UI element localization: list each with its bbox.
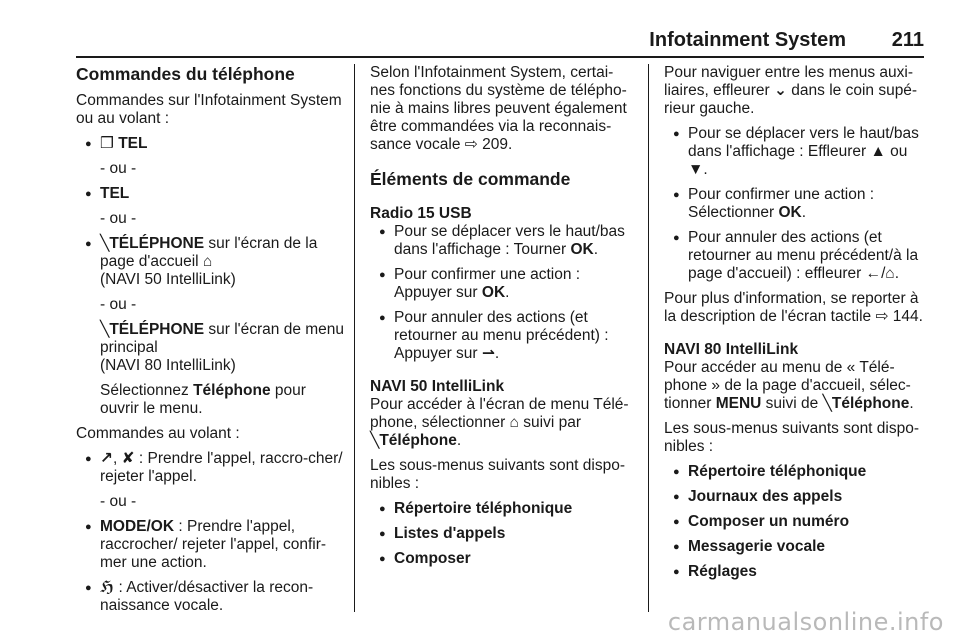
list-item: ● Composer un numéro (664, 513, 926, 531)
steering-wheel-icon: ❒ (100, 135, 114, 152)
section-title: Infotainment System (649, 29, 846, 51)
back-icon: ← (865, 265, 882, 282)
list-item: ● ↗, ✘ : Prendre l'appel, raccro-cher/ rejeter l'appel. (76, 450, 346, 486)
home-icon: ⌂ (202, 253, 213, 270)
heading-control-elements: Éléments de commande (370, 169, 571, 189)
column-2 (370, 64, 632, 575)
list-item: ● Journaux des appels (664, 488, 926, 506)
back-arrow-icon: ⇀ (481, 345, 495, 362)
list-item: ● Pour se déplacer vers le haut/bas dans l'affichage : Tourner OK. (370, 223, 632, 259)
radio-title: Radio 15 USB (370, 205, 472, 222)
navi50-title: NAVI 50 IntelliLink (370, 378, 505, 395)
phone-icon: ╲ (822, 395, 832, 412)
voice-intro: Selon l'Infotainment System, certai-nes fonctions du système de télépho-nie à mains libres peuvent également être commandées via la reconnais-sance vocale ⇨ 209. (370, 64, 627, 153)
phone-icon: ╲ (100, 321, 110, 338)
page-number: 211 (891, 29, 924, 51)
column-divider (354, 64, 355, 612)
or-text: - ou - (100, 210, 137, 227)
home-icon: ⌂ (509, 414, 519, 431)
list-item: ● Listes d'appels (370, 525, 632, 543)
intro-text: Commandes sur l'Infotainment System ou au volant : (76, 92, 342, 127)
list-item: ● Composer (370, 550, 632, 568)
page-header (76, 26, 924, 58)
phone-icon: ╲ (100, 235, 110, 252)
list-item: ● Pour confirmer une action : Sélectionner OK. (664, 186, 926, 222)
list-item: ● ℌ : Activer/désactiver la recon-naissance vocale. (76, 579, 346, 615)
list-item: ● Messagerie vocale (664, 538, 926, 556)
voice-icon: ℌ (100, 579, 115, 596)
navigate-text: Pour naviguer entre les menus auxi-liaires, effleurer ⌄ dans le coin supé-rieur gauche. (664, 64, 918, 117)
submenus-text: Les sous-menus suivants sont dispo-nibles : (370, 457, 626, 492)
column-divider (648, 64, 649, 612)
reference-arrow-icon: ⇨ (464, 136, 478, 153)
list-item: ● MODE/OK : Prendre l'appel, raccrocher/ rejeter l'appel, confir-mer une action. (76, 518, 346, 572)
list-item: ● ╲TÉLÉPHONE sur l'écran de la page d'accueil ⌂ (NAVI 50 IntelliLink) (76, 235, 346, 289)
list-item: ● Pour annuler des actions (et retourner au menu précédent) : Appuyer sur ⇀. (370, 309, 632, 363)
column-3 (664, 64, 926, 588)
navi50-text: Pour accéder à l'écran de menu Télé-phone, sélectionner ⌂ suivi par ╲Téléphone. (370, 396, 629, 449)
watermark: carmanualsonline.info (667, 608, 944, 636)
navi80-title: NAVI 80 IntelliLink (664, 341, 799, 358)
list-item: ● Pour annuler des actions (et retourner au menu précédent/à la page d'accueil) : effleurer ←/⌂. (664, 229, 926, 283)
home-icon: ⌂ (885, 265, 895, 282)
call-icon: ↗ (100, 450, 113, 467)
column-1 (76, 64, 346, 622)
list-item: ● Pour confirmer une action : Appuyer sur OK. (370, 266, 632, 302)
list-item: ● Répertoire téléphonique (664, 463, 926, 481)
navi80-text: Pour accéder au menu de « Télé-phone » de la page d'accueil, sélec-tionner MENU suivi de ╲Téléphone. (664, 359, 914, 412)
heading-phone-controls: Commandes du téléphone (76, 64, 295, 84)
or-text: - ou - (100, 493, 137, 510)
phone-icon: ╲ (370, 432, 380, 449)
hang-up-icon: ✘ (121, 450, 135, 467)
list-item: ● TEL (76, 185, 346, 203)
arrow-down-icon: ▼ (688, 161, 704, 178)
wheel-controls-intro: Commandes au volant : (76, 425, 240, 442)
list-item: ● Répertoire téléphonique (370, 500, 632, 518)
info-text: Pour plus d'information, se reporter à la description de l'écran tactile ⇨ 144. (664, 290, 923, 325)
chevron-down-icon: ⌄ (773, 82, 787, 99)
select-text: Sélectionnez Téléphone pour ouvrir le menu. (100, 382, 306, 417)
list-item: ● Pour se déplacer vers le haut/bas dans l'affichage : Effleurer ▲ ou ▼. (664, 125, 926, 179)
arrow-up-icon: ▲ (870, 143, 886, 160)
reference-arrow-icon: ⇨ (875, 308, 889, 325)
list-item-continued: ╲TÉLÉPHONE sur l'écran de menu principal (NAVI 80 IntelliLink) (100, 321, 345, 374)
or-text: - ou - (100, 296, 137, 313)
list-item: ● Réglages (664, 563, 926, 581)
submenus-text: Les sous-menus suivants sont dispo-nibles : (664, 420, 920, 455)
list-item: ● ❒ TEL (76, 135, 346, 153)
or-text: - ou - (100, 160, 137, 177)
